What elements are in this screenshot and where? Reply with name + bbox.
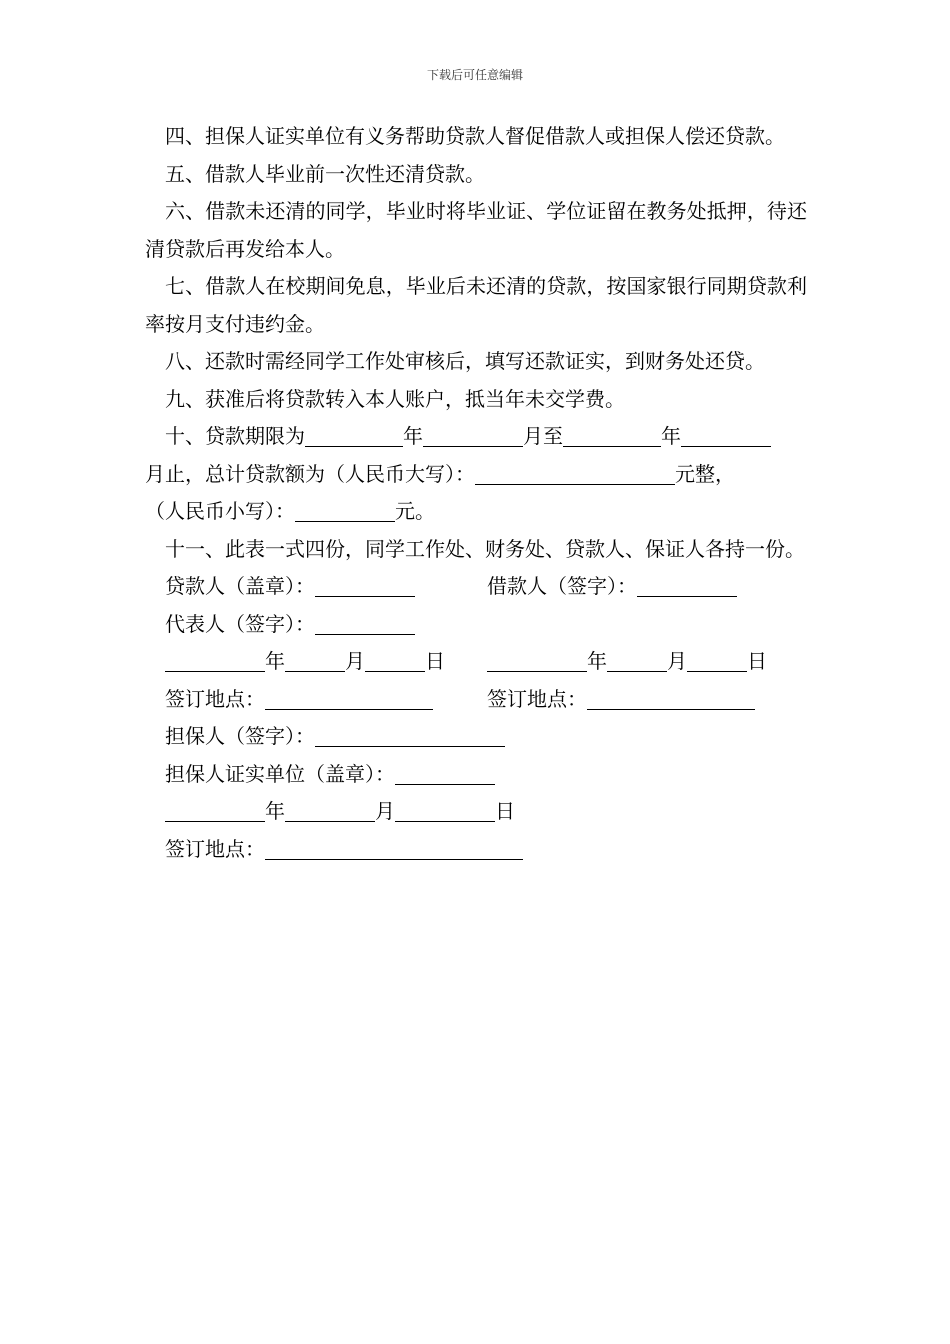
lender-day-blank[interactable] [365,647,425,672]
signature-row-1 [145,568,807,606]
year-label: 年 [661,424,681,448]
guarantor-signature-blank[interactable] [315,722,505,747]
page-header: 下载后可任意编辑 [426,68,523,82]
clause-10 [145,418,807,531]
amount-in-words-blank[interactable] [475,460,675,485]
clause-11: 十一、此表一式四份，同学工作处、财务处、贷款人、保证人各持一份。 [165,536,805,561]
borrower-signature-blank[interactable] [637,572,737,597]
guarantor-label: 担保人（签字）： [165,724,315,748]
clause-7: 七、借款人在校期间免息，毕业后未还清的贷款，按国家银行同期贷款利率按月支付违约金。 [145,274,807,336]
place-row-1 [145,681,807,719]
amount-in-figures-blank[interactable] [295,497,395,522]
loan-end-year-blank[interactable] [563,422,661,447]
yuan-zheng-label: 元整， [675,461,735,486]
borrower-place-blank[interactable] [587,685,755,710]
year-label: 年 [265,799,285,823]
borrower-label: 借款人（签字）： [487,574,637,598]
lender-seal-blank[interactable] [315,572,415,597]
month-label: 月 [345,649,365,673]
signature-row-2 [145,606,807,644]
lender-month-blank[interactable] [285,647,345,672]
clause-8: 八、还款时需经同学工作处审核后，填写还款证实，到财务处还贷。 [165,349,765,373]
clause-4: 四、担保人证实单位有义务帮助贷款人督促借款人或担保人偿还贷款。 [165,124,785,148]
day-label: 日 [495,799,515,823]
guarantor-month-blank[interactable] [285,797,375,822]
borrower-month-blank[interactable] [607,647,667,672]
clause-9: 九、获准后将贷款转入本人账户，抵当年未交学费。 [165,386,625,411]
date-row-1 [145,643,807,681]
lender-year-blank[interactable] [165,647,265,672]
day-label: 日 [747,649,767,673]
representative-signature-blank[interactable] [315,610,415,635]
guarantor-row [145,718,807,756]
year-label: 年 [265,649,285,673]
guarantor-unit-label: 担保人证实单位（盖章）： [165,761,395,786]
place-row-2 [145,831,807,869]
guarantor-day-blank[interactable] [395,797,495,822]
loan-start-month-blank[interactable] [423,422,523,447]
place-label: 签订地点： [165,686,265,711]
place-label: 签订地点： [165,836,265,861]
loan-start-year-blank[interactable] [305,422,403,447]
month-label: 月 [375,799,395,823]
month-label: 月 [667,649,687,673]
guarantor-unit-row [145,756,807,794]
clause-10-prefix: 十、贷款期限为 [165,424,305,448]
year-label: 年 [403,424,423,448]
day-label: 日 [425,649,445,673]
lender-place-blank[interactable] [265,685,433,710]
clause-6: 六、借款未还清的同学，毕业时将毕业证、学位证留在教务处抵押，待还清贷款后再发给本人。 [145,199,807,261]
year-label: 年 [587,649,607,673]
month-to-label: 月至 [523,424,563,448]
representative-label: 代表人（签字）： [165,611,315,636]
guarantor-unit-seal-blank[interactable] [395,760,495,785]
borrower-day-blank[interactable] [687,647,747,672]
lender-label: 贷款人（盖章）： [165,574,315,598]
loan-end-month-blank[interactable] [681,422,771,447]
yuan-label: 元。 [395,499,435,523]
amount-in-figures-label: （人民币小写）： [145,499,295,523]
place-label: 签订地点： [487,686,587,711]
document-body [145,118,807,868]
guarantor-year-blank[interactable] [165,797,265,822]
clause-5: 五、借款人毕业前一次性还清贷款。 [165,161,485,186]
date-row-2 [145,793,807,831]
guarantor-place-blank[interactable] [265,835,523,860]
total-amount-label: 月止，总计贷款额为（人民币大写）： [145,461,475,486]
borrower-year-blank[interactable] [487,647,587,672]
